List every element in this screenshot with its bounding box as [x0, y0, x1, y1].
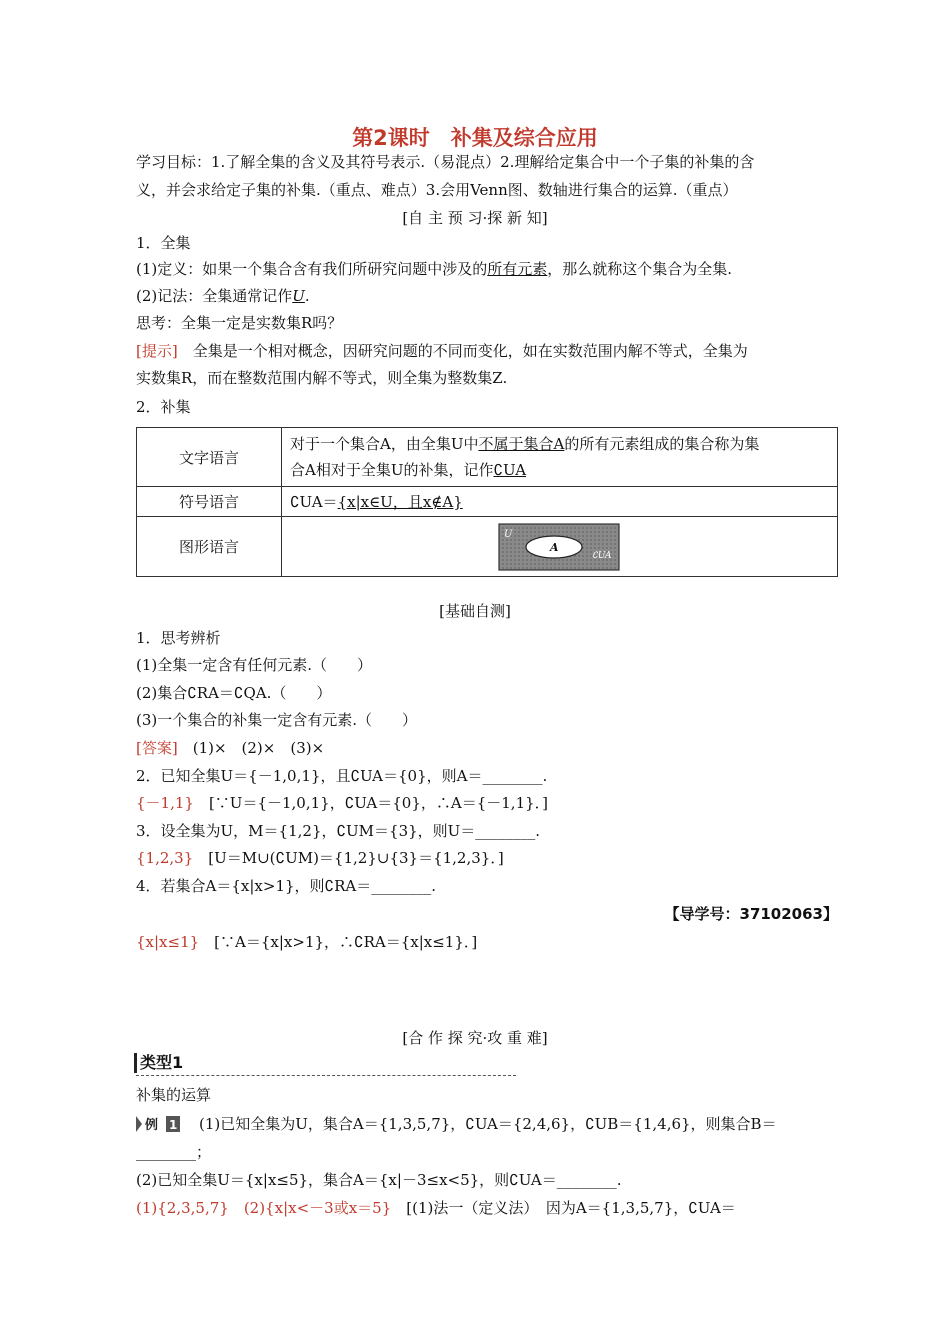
hint-line-2: 实数集R，而在整数范围内解不等式，则全集为整数集Z. — [136, 369, 508, 387]
row-graph-content — [282, 517, 838, 577]
complement-table — [136, 427, 838, 577]
question-2: 2．已知全集U＝{－1,0,1}，且∁UA＝{0}，则A＝________. — [136, 767, 548, 785]
type-label: 类型1 — [134, 1053, 183, 1073]
example-line-1: (1)已知全集为U，集合A＝{1,3,5,7}，∁UA＝{2,4,6}，∁UB＝{1,4,6}，则集合B＝ — [184, 1115, 777, 1133]
example-line-3: (2)已知全集U＝{x|x≤5}，集合A＝{x|－3≤x<5}，则∁UA＝________. — [136, 1171, 622, 1189]
question-4: 4．若集合A＝{x|x>1}，则∁RA＝________. — [136, 877, 436, 895]
guide-number: 【导学号：37102063】 — [664, 905, 838, 923]
hint-label: [提示] — [136, 342, 178, 360]
section-header-preview: [自 主 预 习·探 新 知] — [402, 209, 548, 227]
universal-set-heading: 1．全集 — [136, 234, 191, 252]
answer-2: {－1,1} [∵U＝{－1,0,1}，∁UA＝{0}，∴A＝{－1,1}．] — [136, 794, 549, 812]
question-3: 3．设全集为U，M＝{1,2}，∁UM＝{3}，则U＝________. — [136, 822, 541, 840]
venn-label-u: U — [504, 528, 513, 540]
hint-line-1: [提示] 全集是一个相对概念，因研究问题的不同而变化，如在实数范围内解不等式，全集为 — [136, 342, 748, 360]
objectives-line-2: 义，并会求给定子集的补集.（重点、难点）3.会用Venn图、数轴进行集合的运算.（重点） — [136, 181, 738, 199]
universal-set-notation: (2)记法：全集通常记作U. — [136, 287, 310, 305]
answer-1: [答案] (1)× (2)× (3)× — [136, 739, 325, 757]
type-divider — [136, 1075, 516, 1076]
answer-4: {x|x≤1} [∵A＝{x|x>1}，∴∁RA＝{x|x≤1}．] — [136, 933, 478, 951]
row-label-symbol: 符号语言 — [137, 487, 282, 517]
universal-set-definition: (1)定义：如果一个集合含有我们所研究问题中涉及的所有元素，那么就称这个集合为全集. — [136, 260, 733, 278]
objectives-line-1: 学习目标：1.了解全集的含义及其符号表示.（易混点）2.理解给定集合中一个子集的补集的含 — [136, 153, 755, 171]
svg-text:1: 1 — [169, 1118, 178, 1132]
complement-heading: 2．补集 — [136, 398, 191, 416]
venn-label-complement: ∁UA — [592, 550, 612, 561]
venn-label-a: A — [550, 540, 559, 554]
row-label-text: 文字语言 — [137, 428, 282, 487]
example-answer: (1){2,3,5,7} (2){x|x<－3或x＝5} [(1)法一（定义法） 因为A＝{1,3,5,7}，∁UA＝ — [136, 1199, 736, 1217]
venn-diagram — [498, 523, 620, 571]
row-label-graph: 图形语言 — [137, 517, 282, 577]
selftest-item-2: (2)集合∁RA＝∁QA.（ ） — [136, 684, 332, 702]
section-header-selftest: [基础自测] — [439, 602, 511, 620]
row-symbol-content: ∁UA＝{x|x∈U，且x∉A} — [282, 487, 838, 517]
row-text-content: 对于一个集合A，由全集U中不属于集合A的所有元素组成的集合称为集 合A相对于全集U的补集，记作∁UA — [282, 428, 838, 487]
section-header-explore: [合 作 探 究·攻 重 难] — [402, 1029, 548, 1047]
selftest-item-1: (1)全集一定含有任何元素.（ ） — [136, 656, 373, 674]
page-title: 第2课时 补集及综合应用 — [352, 126, 598, 150]
answer-3: {1,2,3} [U＝M∪(∁UM)＝{1,2}∪{3}＝{1,2,3}．] — [136, 849, 504, 867]
selftest-item-3: (3)一个集合的补集一定含有元素.（ ） — [136, 711, 418, 729]
svg-text:例: 例 — [145, 1118, 159, 1133]
think-question: 思考：全集一定是实数集R吗？ — [136, 314, 343, 332]
example-badge — [136, 1114, 182, 1134]
selftest-heading: 1．思考辨析 — [136, 629, 221, 647]
type-subtitle: 补集的运算 — [136, 1086, 212, 1104]
example-line-2: ________； — [136, 1143, 212, 1161]
